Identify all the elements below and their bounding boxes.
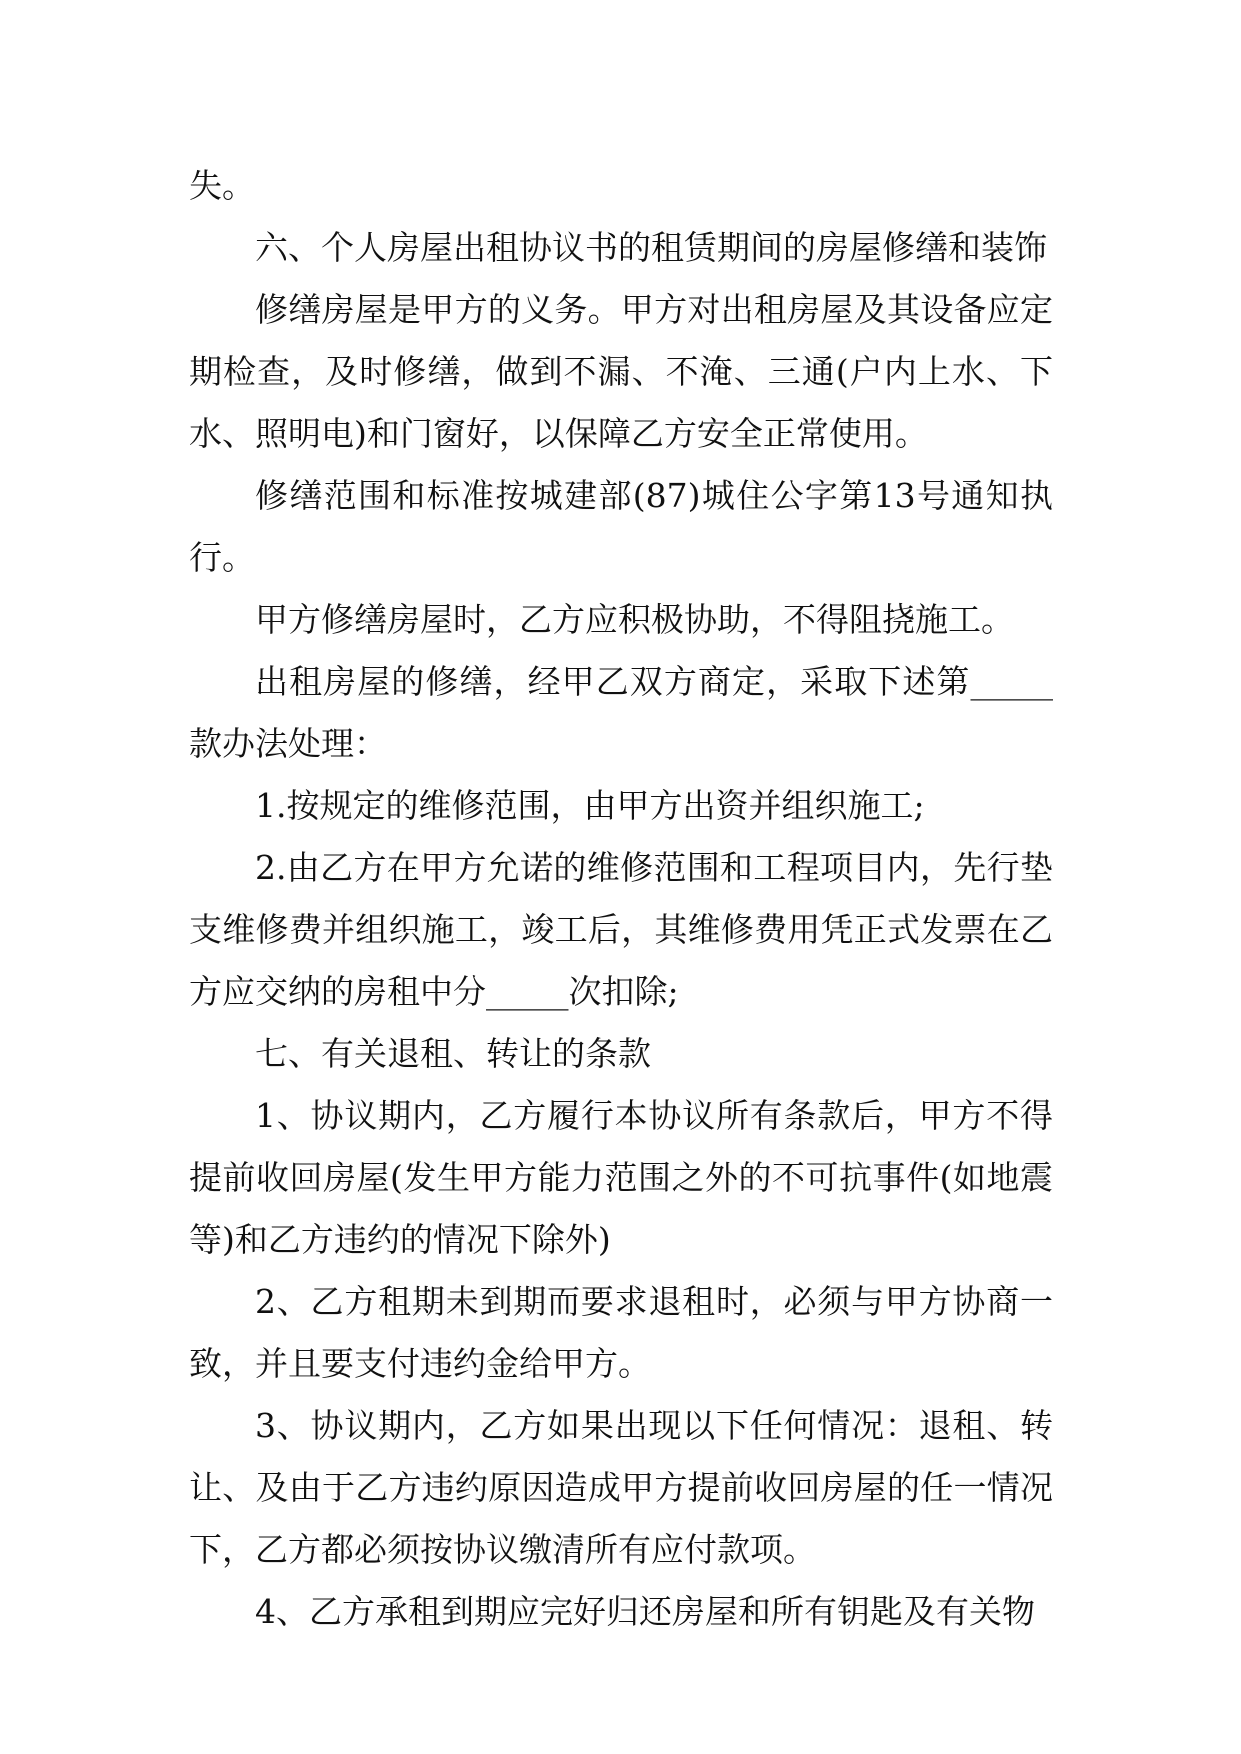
list-item-method-2: 2.由乙方在甲方允诺的维修范围和工程项目内，先行垫支维修费并组织施工，竣工后，其维修费用凭正式发票在乙方应交纳的房租中分_____次扣除;: [189, 848, 1053, 1011]
clause-termination-3: 3、协议期内，乙方如果出现以下任何情况：退租、转让、及由于乙方违约原因造成甲方提前收回房屋的任一情况下，乙方都必须按协议缴清所有应付款项。: [189, 1406, 1053, 1569]
clause-termination-4: 4、乙方承租到期应完好归还房屋和所有钥匙及有关物: [255, 1592, 1035, 1631]
clause-termination-1: 1、协议期内，乙方履行本协议所有条款后，甲方不得提前收回房屋(发生甲方能力范围之外的不可抗事件(如地震等)和乙方违约的情况下除外): [189, 1096, 1053, 1259]
paragraph-continuation: 失。: [189, 166, 255, 205]
paragraph-repair-cooperation: 甲方修缮房屋时，乙方应积极协助，不得阻挠施工。: [255, 600, 1014, 639]
clause-termination-2: 2、乙方租期未到期而要求退租时，必须与甲方协商一致，并且要支付违约金给甲方。: [189, 1282, 1053, 1383]
list-item-method-1: 1.按规定的维修范围，由甲方出资并组织施工;: [255, 786, 925, 825]
document-body: [189, 155, 1053, 1643]
paragraph-repair-method: 出租房屋的修缮，经甲乙双方商定，采取下述第_____款办法处理：: [189, 662, 1053, 763]
paragraph-repair-duty: 修缮房屋是甲方的义务。甲方对出租房屋及其设备应定期检查，及时修缮，做到不漏、不淹、三通(户内上水、下水、照明电)和门窗好，以保障乙方安全正常使用。: [189, 290, 1053, 453]
paragraph-repair-standard: 修缮范围和标准按城建部(87)城住公字第13号通知执行。: [189, 476, 1053, 577]
section-heading-repair: 六、个人房屋出租协议书的租赁期间的房屋修缮和装饰: [255, 228, 1047, 267]
section-heading-termination: 七、有关退租、转让的条款: [255, 1034, 651, 1073]
